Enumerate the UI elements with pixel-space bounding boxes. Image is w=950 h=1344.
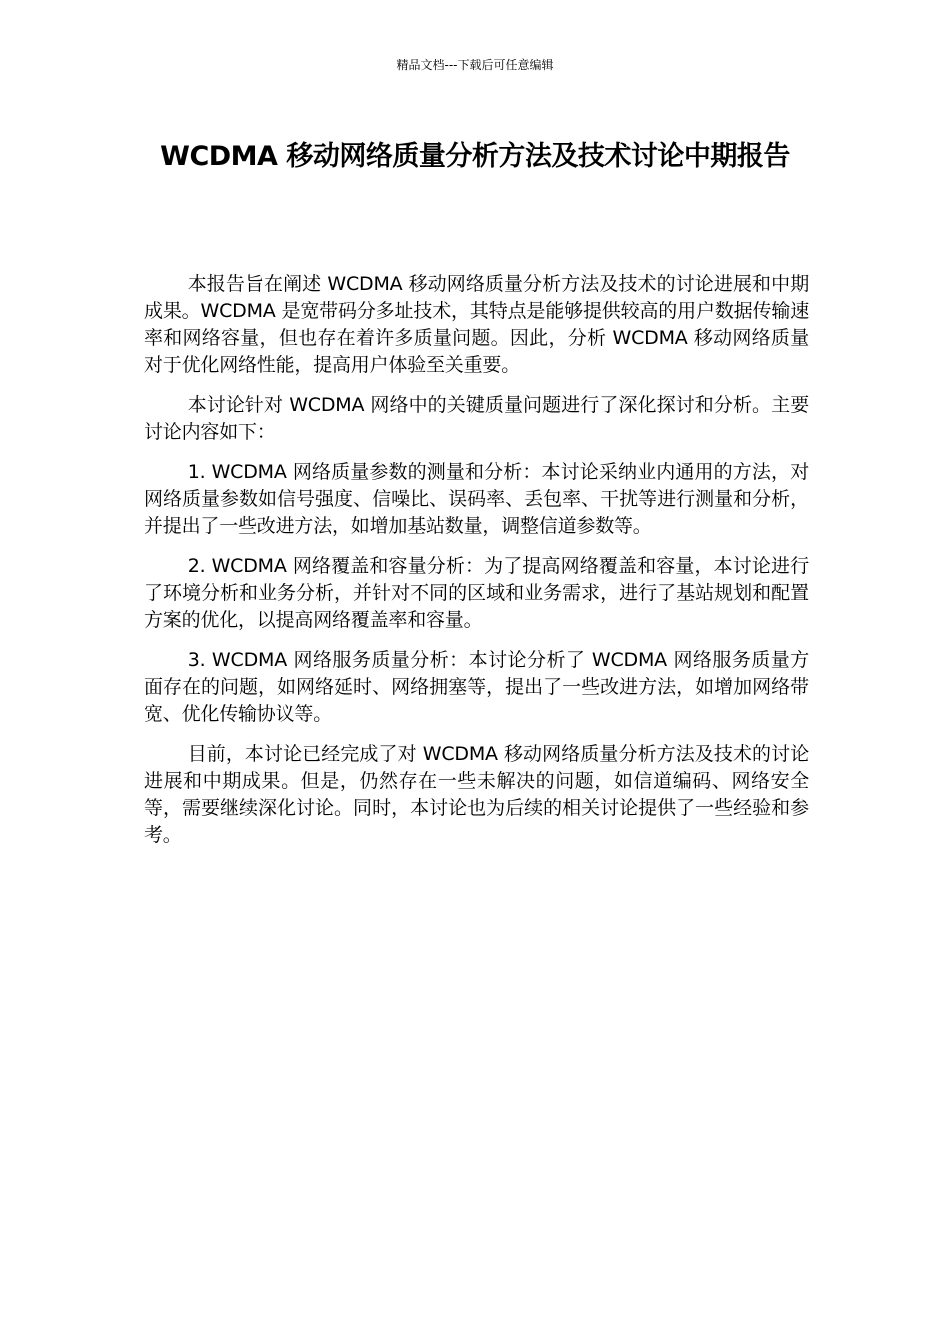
paragraph-intro: 本报告旨在阐述 WCDMA 移动网络质量分析方法及技术的讨论进展和中期成果。WCDMA 是宽带码分多址技术，其特点是能够提供较高的用户数据传输速率和网络容量，但也存在着许多质量问题。因此，分析 WCDMA 移动网络质量对于优化网络性能，提高用户体验至关重要。 [144,273,809,376]
paragraph-item-3: 3. WCDMA 网络服务质量分析：本讨论分析了 WCDMA 网络服务质量方面存在的问题，如网络延时、网络拥塞等，提出了一些改进方法，如增加网络带宽、优化传输协议等。 [144,649,809,725]
document-body [144,271,809,862]
paragraph-discussion-overview: 本讨论针对 WCDMA 网络中的关键质量问题进行了深化探讨和分析。主要讨论内容如下： [144,394,809,443]
document-title: WCDMA 移动网络质量分析方法及技术讨论中期报告 [160,141,790,172]
paragraph-item-2: 2. WCDMA 网络覆盖和容量分析：为了提高网络覆盖和容量，本讨论进行了环境分析和业务分析，并针对不同的区域和业务需求，进行了基站规划和配置方案的优化，以提高网络覆盖率和容量。 [144,555,809,631]
page-header: 精品文档---下载后可任意编辑 [396,58,554,72]
paragraph-conclusion: 目前，本讨论已经完成了对 WCDMA 移动网络质量分析方法及技术的讨论进展和中期成果。但是，仍然存在一些未解决的问题，如信道编码、网络安全等，需要继续深化讨论。同时，本讨论也为后续的相关讨论提供了一些经验和参考。 [144,743,809,846]
paragraph-item-1: 1. WCDMA 网络质量参数的测量和分析：本讨论采纳业内通用的方法，对网络质量参数如信号强度、信噪比、误码率、丢包率、干扰等进行测量和分析，并提出了一些改进方法，如增加基站数量，调整信道参数等。 [144,461,809,537]
